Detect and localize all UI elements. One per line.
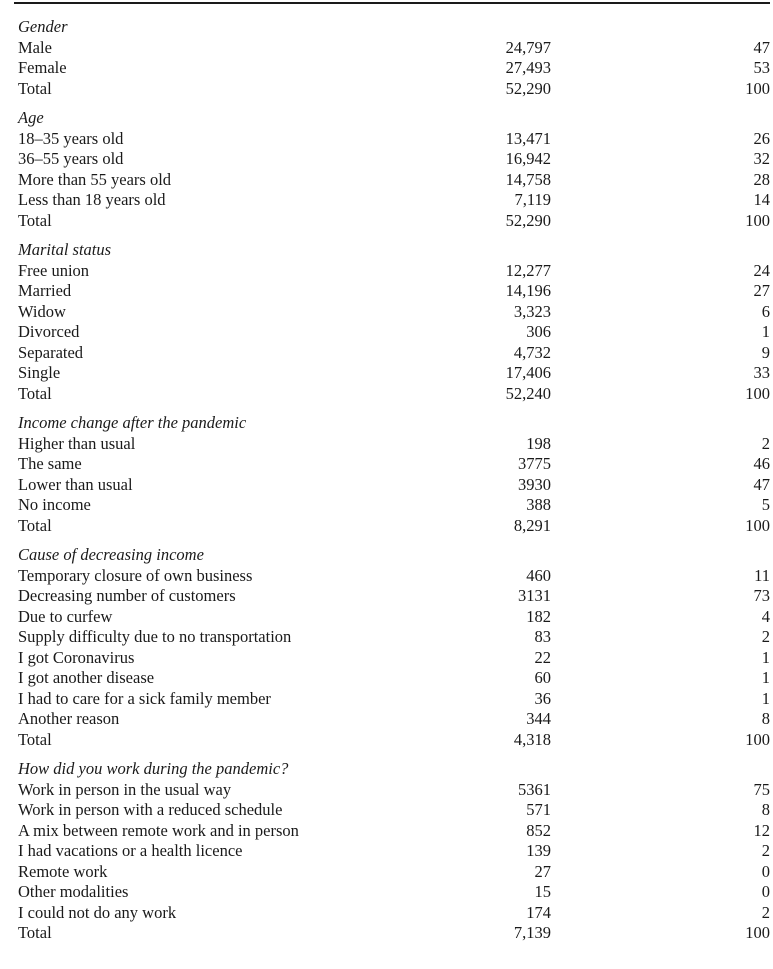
row-count: 16,942 [505,149,551,168]
table-row [18,923,770,944]
row-count: 14,196 [505,281,551,300]
row-count: 182 [526,606,551,626]
row-count: 60 [534,668,551,687]
row-label: 36–55 years old [18,149,124,168]
table-row [18,841,770,862]
table-row [18,38,770,59]
row-percent: 2 [761,841,770,860]
statistics-table [18,17,770,953]
row-count: 5361 [518,779,551,799]
row-label: Supply difficulty due to no transportation [18,627,292,646]
table-section [18,108,770,231]
row-percent: 2 [761,902,770,922]
row-count: 83 [534,627,551,646]
table-row [18,363,770,384]
row-label: Less than 18 years old [18,190,166,209]
row-percent: 1 [761,688,770,708]
table-row [18,586,770,607]
table-row [18,302,770,323]
row-count: 27,493 [505,58,551,77]
table-row [18,709,770,730]
row-percent: 6 [761,301,770,321]
section-heading: Income change after the pandemic [18,413,247,432]
table-row [18,648,770,669]
table-section [18,17,770,99]
row-label: Total [18,210,52,230]
row-percent: 75 [753,779,770,799]
row-percent: 28 [753,169,770,189]
row-label: Female [18,58,67,77]
table-row [18,129,770,150]
row-count: 22 [534,647,551,667]
table-row [18,607,770,628]
row-label: Due to curfew [18,606,113,626]
row-label: Another reason [18,709,120,728]
row-percent: 100 [745,923,770,942]
table-row [18,627,770,648]
row-count: 7,139 [513,923,551,942]
table-row [18,211,770,232]
row-count: 571 [526,800,551,819]
row-percent: 33 [753,363,770,382]
table-row [18,882,770,903]
table-row [18,862,770,883]
table-row [18,454,770,475]
row-percent: 11 [754,565,770,585]
row-count: 460 [526,565,551,585]
row-count: 198 [526,433,551,453]
row-label: More than 55 years old [18,169,172,189]
row-count: 344 [526,709,551,728]
row-label: Work in person with a reduced schedule [18,800,283,819]
row-percent: 27 [753,281,770,300]
row-count: 52,290 [505,78,551,98]
row-percent: 9 [761,342,770,362]
row-label: I got Coronavirus [18,647,135,667]
table-row [18,668,770,689]
table-row [18,322,770,343]
row-label: Divorced [18,322,80,341]
row-percent: 46 [753,454,770,473]
table-section [18,759,770,944]
table-row [18,730,770,751]
table-row [18,516,770,537]
row-count: 4,732 [513,342,551,362]
row-percent: 73 [753,586,770,605]
row-label: I got another disease [18,668,155,687]
section-heading: Age [18,108,44,127]
row-percent: 2 [761,433,770,453]
row-count: 852 [526,820,551,840]
table-row [18,566,770,587]
row-label: I had to care for a sick family member [18,688,271,708]
section-heading: Gender [18,17,68,36]
table-row [18,261,770,282]
table-row [18,79,770,100]
row-count: 8,291 [513,515,551,535]
row-label: A mix between remote work and in person [18,820,299,840]
row-label: 18–35 years old [18,128,124,148]
row-percent: 47 [753,474,770,494]
row-percent: 5 [761,495,770,514]
row-label: Other modalities [18,882,129,901]
row-label: Total [18,383,52,403]
row-count: 3775 [518,454,551,473]
table-row [18,475,770,496]
row-label: Higher than usual [18,433,136,453]
row-count: 12,277 [505,260,551,280]
table-row [18,281,770,302]
row-percent: 0 [761,861,770,881]
row-label: Lower than usual [18,474,133,494]
section-heading: Marital status [18,240,112,259]
table-row [18,58,770,79]
row-label: Single [18,363,61,382]
row-label: No income [18,495,91,514]
row-count: 13,471 [505,128,551,148]
section-heading: Cause of decreasing income [18,545,204,564]
table-row [18,149,770,170]
row-label: Free union [18,260,90,280]
table-row [18,495,770,516]
row-percent: 1 [761,668,770,687]
top-rule [14,2,770,4]
row-percent: 100 [745,729,770,749]
row-label: Total [18,515,52,535]
table-row [18,800,770,821]
row-percent: 14 [753,190,770,209]
row-label: I had vacations or a health licence [18,841,243,860]
row-percent: 0 [761,882,770,901]
row-percent: 8 [761,800,770,819]
table-row [18,903,770,924]
row-count: 52,290 [505,210,551,230]
row-label: Remote work [18,861,108,881]
row-label: Male [18,37,52,57]
row-label: Married [18,281,72,300]
table-section [18,240,770,404]
table-row [18,170,770,191]
row-count: 24,797 [505,37,551,57]
row-label: Decreasing number of customers [18,586,236,605]
row-count: 14,758 [505,169,551,189]
row-count: 3930 [518,474,551,494]
row-percent: 100 [745,383,770,403]
row-label: Temporary closure of own business [18,565,253,585]
row-percent: 32 [753,149,770,168]
row-label: The same [18,454,82,473]
row-count: 139 [526,841,551,860]
row-count: 17,406 [505,363,551,382]
row-count: 174 [526,902,551,922]
row-percent: 100 [745,210,770,230]
row-label: Total [18,729,52,749]
row-percent: 24 [753,260,770,280]
row-label: Separated [18,342,84,362]
row-percent: 4 [761,606,770,626]
section-heading: How did you work during the pandemic? [18,759,289,778]
table-row [18,821,770,842]
row-count: 52,240 [505,383,551,403]
table-row [18,434,770,455]
table-section [18,413,770,536]
row-percent: 1 [761,322,770,341]
row-percent: 2 [761,627,770,646]
row-label: I could not do any work [18,902,177,922]
table-row [18,343,770,364]
row-percent: 53 [753,58,770,77]
row-percent: 12 [753,820,770,840]
row-label: Total [18,78,52,98]
row-percent: 8 [761,709,770,728]
table-row [18,384,770,405]
row-percent: 100 [745,78,770,98]
row-label: Widow [18,301,66,321]
row-percent: 26 [753,128,770,148]
row-percent: 100 [745,515,770,535]
row-label: Work in person in the usual way [18,779,232,799]
row-count: 4,318 [513,729,551,749]
row-count: 388 [526,495,551,514]
row-count: 7,119 [514,190,551,209]
row-count: 15 [534,882,551,901]
table-section [18,545,770,750]
table-row [18,780,770,801]
row-label: Total [18,923,52,942]
row-percent: 47 [753,37,770,57]
row-count: 306 [526,322,551,341]
row-count: 36 [534,688,551,708]
row-percent: 1 [761,647,770,667]
table-row [18,190,770,211]
row-count: 3,323 [513,301,551,321]
table-row [18,689,770,710]
row-count: 27 [534,861,551,881]
row-count: 3131 [518,586,551,605]
